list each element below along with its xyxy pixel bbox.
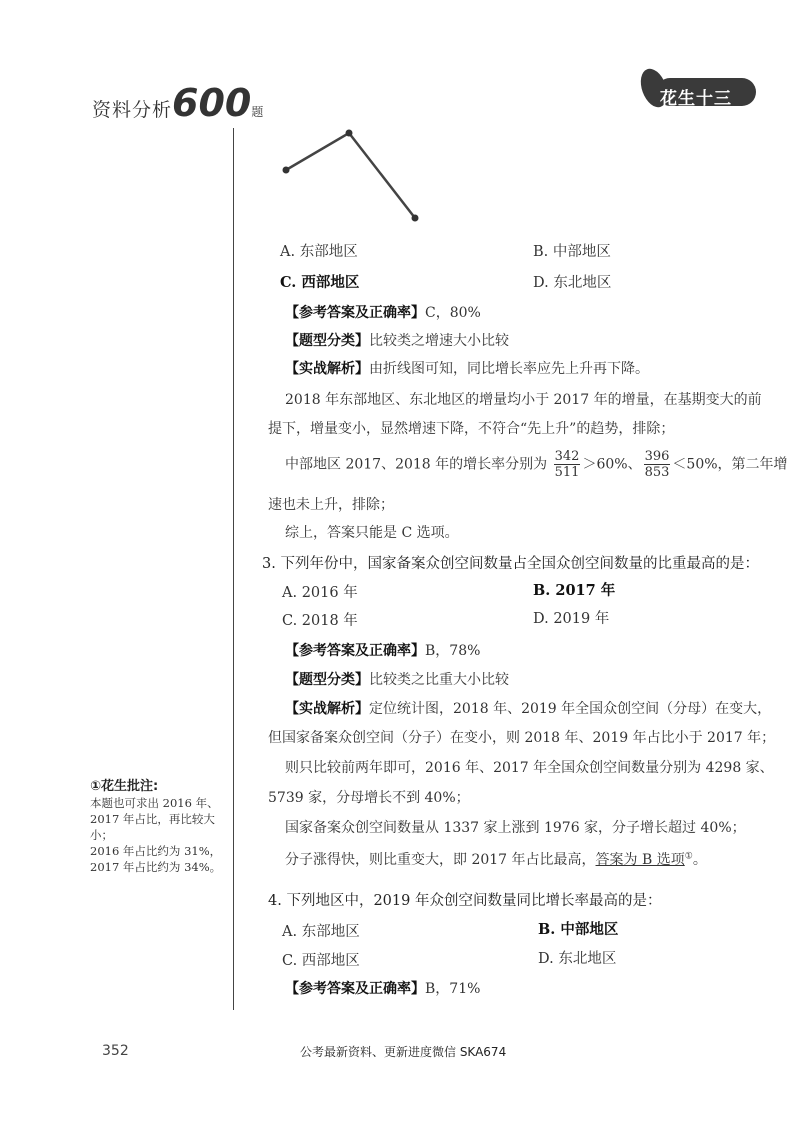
answer-label: 【参考答案及正确率】 [285, 643, 425, 659]
book-title-number: 600 [172, 81, 252, 125]
analysis-text: 。 [692, 852, 707, 868]
side-note-line: 2017 年占比，再比较大 [90, 812, 215, 826]
q4-answer-line [285, 978, 480, 998]
analysis-conclusion: 综上，答案只能是 C 选项。 [285, 525, 459, 541]
chart-point [412, 215, 419, 222]
q3-answer-line [285, 640, 480, 660]
q3-option-b: B. 2017 年 [533, 582, 616, 599]
chart-point [346, 130, 353, 137]
analysis-text: 5739 家，分母增长不到 40%； [268, 790, 470, 806]
answer-value: C，80% [425, 305, 481, 321]
side-note-line: 小； [90, 828, 113, 842]
type-label: 【题型分类】 [285, 672, 369, 688]
answer-label: 【参考答案及正确率】 [285, 305, 425, 321]
side-note-line: 2016 年占比约为 31%， [90, 844, 222, 858]
q4-option-b: B. 中部地区 [538, 921, 619, 938]
answer-label: 【参考答案及正确率】 [285, 981, 425, 997]
q3-option-d: D. 2019 年 [533, 611, 610, 627]
fraction-numerator: 396 [644, 449, 670, 464]
answer-line [285, 302, 481, 322]
analysis-text: 定位统计图，2018 年、2019 年全国众创空间（分母）在变大， [369, 701, 772, 717]
answer-value: B，71% [425, 981, 481, 997]
analysis-text: 提下，增量变小，显然增速下降，不符合“先上升”的趋势，排除； [268, 421, 675, 437]
analysis-label: 【实战解析】 [285, 701, 369, 717]
q3-conclusion [285, 849, 707, 869]
footer-text: 公考最新资料、更新进度微信 SKA674 [300, 1045, 507, 1059]
question-4-stem: 4. 下列地区中，2019 年众创空间数量同比增长率最高的是： [268, 893, 662, 909]
q4-option-c: C. 西部地区 [282, 953, 360, 969]
chart-point [283, 167, 290, 174]
fraction [644, 449, 671, 480]
option-d: D. 东北地区 [533, 275, 612, 291]
line-chart-fragment [270, 120, 440, 235]
type-value: 比较类之比重大小比较 [369, 672, 509, 688]
book-title-text: 资料分析 [92, 99, 173, 121]
analysis-text: 分子涨得快，则比重变大，即 2017 年占比最高， [285, 852, 596, 868]
analysis-line [285, 358, 649, 378]
type-line [285, 330, 509, 350]
q3-type-line [285, 669, 509, 689]
analysis-text: ＞60%、 [582, 456, 642, 473]
fraction-denominator: 511 [554, 465, 580, 480]
book-title-suffix: 题 [251, 105, 264, 119]
answer-underline: 答案为 B 选项 [595, 852, 685, 868]
q4-option-d: D. 东北地区 [538, 951, 617, 967]
analysis-text: 则只比较前两年即可，2016 年、2017 年全国众创空间数量分别为 4298 家、 [285, 760, 774, 776]
side-note-title: ①花生批注: [90, 779, 159, 794]
fraction [554, 449, 581, 480]
analysis-text: 速也未上升，排除； [268, 497, 394, 513]
q3-option-a: A. 2016 年 [282, 585, 358, 601]
analysis-fraction-line [285, 449, 788, 480]
analysis-text: ＜50%，第二年增 [672, 456, 788, 473]
margin-divider [233, 128, 234, 1010]
side-note-line: 2017 年占比约为 34%。 [90, 860, 222, 874]
q3-analysis-line [285, 698, 771, 718]
option-b: B. 中部地区 [533, 244, 611, 260]
book-title [92, 81, 264, 125]
footnote-marker: ① [684, 851, 693, 862]
fraction-denominator: 853 [644, 465, 670, 480]
answer-value: B，78% [425, 643, 481, 659]
page-number: 352 [102, 1043, 129, 1059]
analysis-text: 2018 年东部地区、东北地区的增量均小于 2017 年的增量，在基期变大的前 [285, 392, 762, 408]
analysis-text: 中部地区 2017、2018 年的增长率分别为 [285, 456, 548, 473]
analysis-text: 但国家备案众创空间（分子）在变小，则 2018 年、2019 年占比小于 2017 年； [268, 730, 776, 746]
type-value: 比较类之增速大小比较 [369, 333, 509, 349]
question-3-stem: 3. 下列年份中，国家备案众创空间数量占全国众创空间数量的比重最高的是： [262, 556, 759, 572]
analysis-text: 国家备案众创空间数量从 1337 家上涨到 1976 家，分子增长超过 40%； [285, 820, 746, 836]
option-c: C. 西部地区 [280, 274, 360, 291]
q4-option-a: A. 东部地区 [282, 924, 360, 940]
brand-name: 花生十三 [660, 89, 732, 109]
option-a: A. 东部地区 [280, 244, 358, 260]
type-label: 【题型分类】 [285, 333, 369, 349]
side-note-line: 本题也可求出 2016 年、 [90, 796, 219, 810]
q3-option-c: C. 2018 年 [282, 613, 358, 629]
analysis-text: 由折线图可知，同比增长率应先上升再下降。 [369, 361, 649, 377]
analysis-label: 【实战解析】 [285, 361, 369, 377]
fraction-numerator: 342 [554, 449, 580, 464]
chart-line [286, 133, 415, 218]
